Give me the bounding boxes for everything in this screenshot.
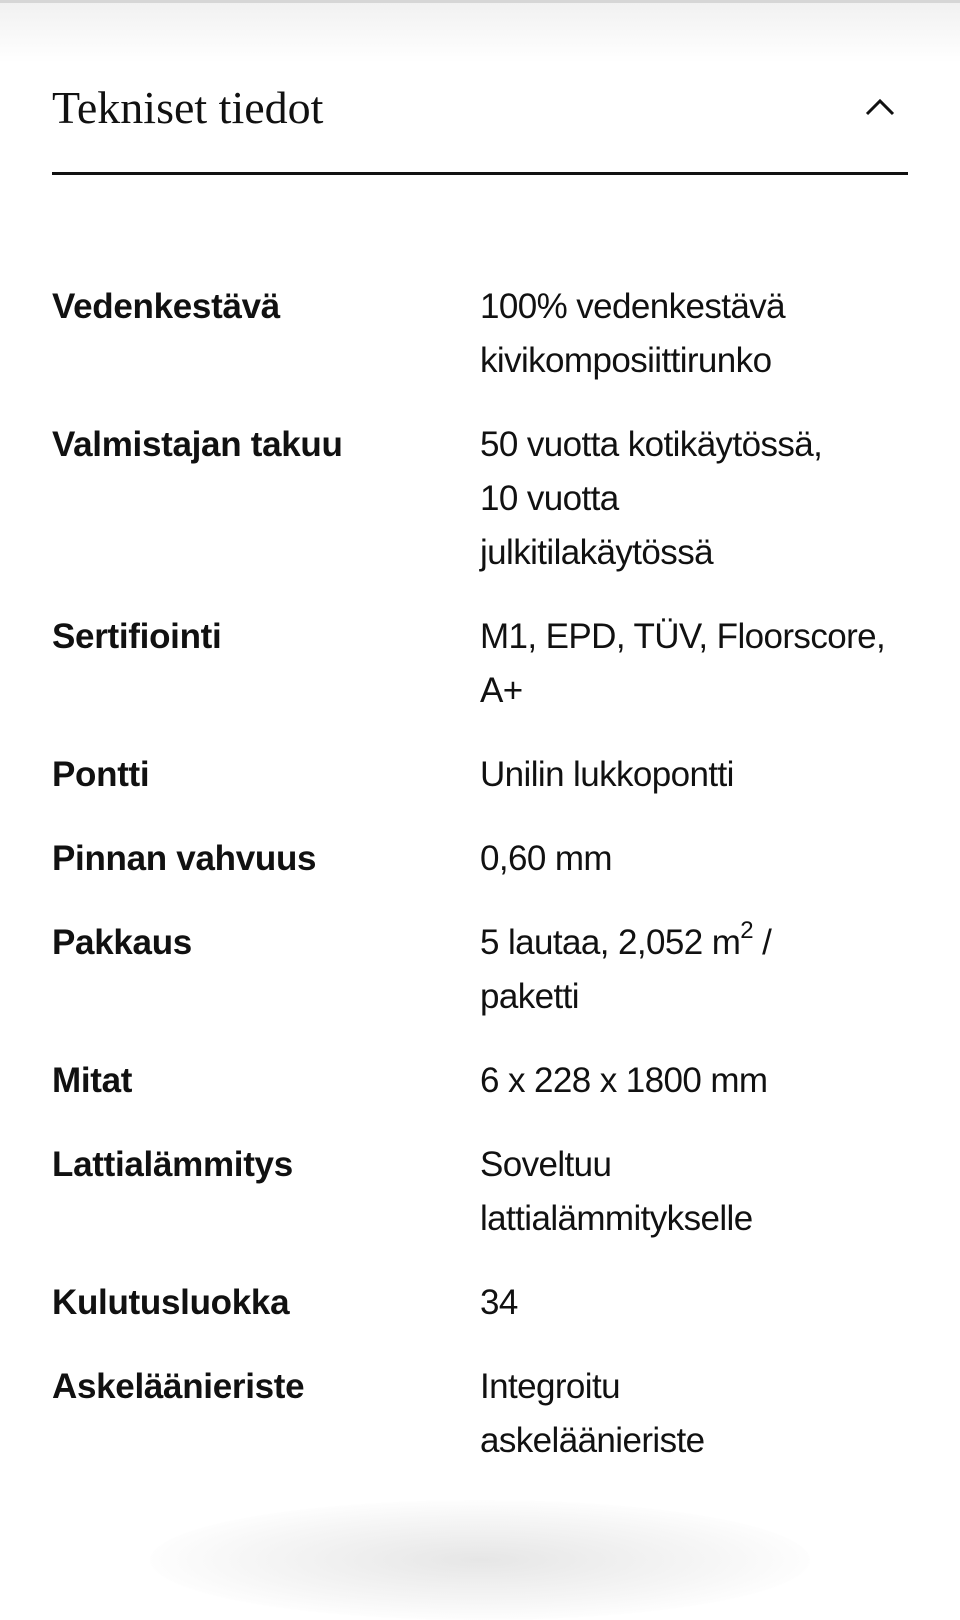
- chevron-up-icon[interactable]: [864, 94, 896, 118]
- spec-label: Vedenkestävä: [52, 287, 280, 326]
- section-divider: [52, 172, 908, 175]
- spec-label: Sertifiointi: [52, 617, 222, 656]
- spec-value-line: lattialämmitykselle: [480, 1199, 753, 1238]
- spec-row: [52, 1138, 908, 1246]
- spec-label: Askeläänieriste: [52, 1367, 305, 1406]
- spec-row: [52, 748, 908, 802]
- top-shadow: [0, 3, 960, 63]
- spec-value-line: askeläänieriste: [480, 1421, 705, 1460]
- spec-value: [480, 280, 908, 388]
- spec-value-suffix: /: [753, 923, 772, 962]
- spec-row: [52, 916, 908, 1024]
- spec-label: Kulutusluokka: [52, 1283, 290, 1322]
- spec-value-line: 0,60 mm: [480, 839, 612, 878]
- spec-value-line: 10 vuotta: [480, 479, 619, 518]
- spec-value-line: [480, 916, 908, 970]
- spec-value: [480, 610, 908, 718]
- spec-label: Pakkaus: [52, 923, 192, 962]
- spec-value-line: 100% vedenkestävä: [480, 287, 786, 326]
- accordion-header-technical-details[interactable]: [52, 78, 908, 138]
- spec-value-text: 5 lautaa, 2,052 m: [480, 923, 741, 962]
- spec-row: [52, 832, 908, 886]
- spec-value-line: Soveltuu: [480, 1145, 612, 1184]
- spec-value-line: M1, EPD, TÜV, Floorscore,: [480, 617, 886, 656]
- spec-row: [52, 418, 908, 580]
- spec-row: [52, 1276, 908, 1330]
- spec-label: Pontti: [52, 755, 150, 794]
- spec-value-line: Unilin lukkopontti: [480, 755, 734, 794]
- spec-row: [52, 1360, 908, 1468]
- spec-label: Lattialämmitys: [52, 1145, 293, 1184]
- spec-value-line: julkitilakäytössä: [480, 533, 713, 572]
- spec-value-line: 34: [480, 1283, 518, 1322]
- spec-value-line: 6 x 228 x 1800 mm: [480, 1061, 768, 1100]
- spec-value: [480, 1360, 908, 1468]
- spec-value: [480, 1054, 908, 1108]
- spec-list: [52, 280, 908, 1498]
- spec-value: [480, 418, 908, 580]
- spec-value-line: A+: [480, 671, 523, 710]
- section-title: Tekniset tiedot: [52, 82, 324, 133]
- bottom-shadow: [150, 1500, 810, 1620]
- spec-row: [52, 280, 908, 388]
- spec-value-line: Integroitu: [480, 1367, 620, 1406]
- spec-value-line: paketti: [480, 977, 579, 1016]
- spec-value-line: 50 vuotta kotikäytössä,: [480, 425, 823, 464]
- spec-label: Mitat: [52, 1061, 133, 1100]
- spec-value: [480, 1276, 908, 1330]
- spec-row: [52, 1054, 908, 1108]
- spec-value: [480, 916, 908, 1024]
- spec-value: [480, 1138, 908, 1246]
- spec-value: [480, 832, 908, 886]
- spec-row: [52, 610, 908, 718]
- spec-label: Pinnan vahvuus: [52, 839, 317, 878]
- spec-value-line: kivikomposiittirunko: [480, 341, 772, 380]
- spec-label: Valmistajan takuu: [52, 425, 343, 464]
- spec-value: [480, 748, 908, 802]
- superscript: 2: [740, 917, 754, 944]
